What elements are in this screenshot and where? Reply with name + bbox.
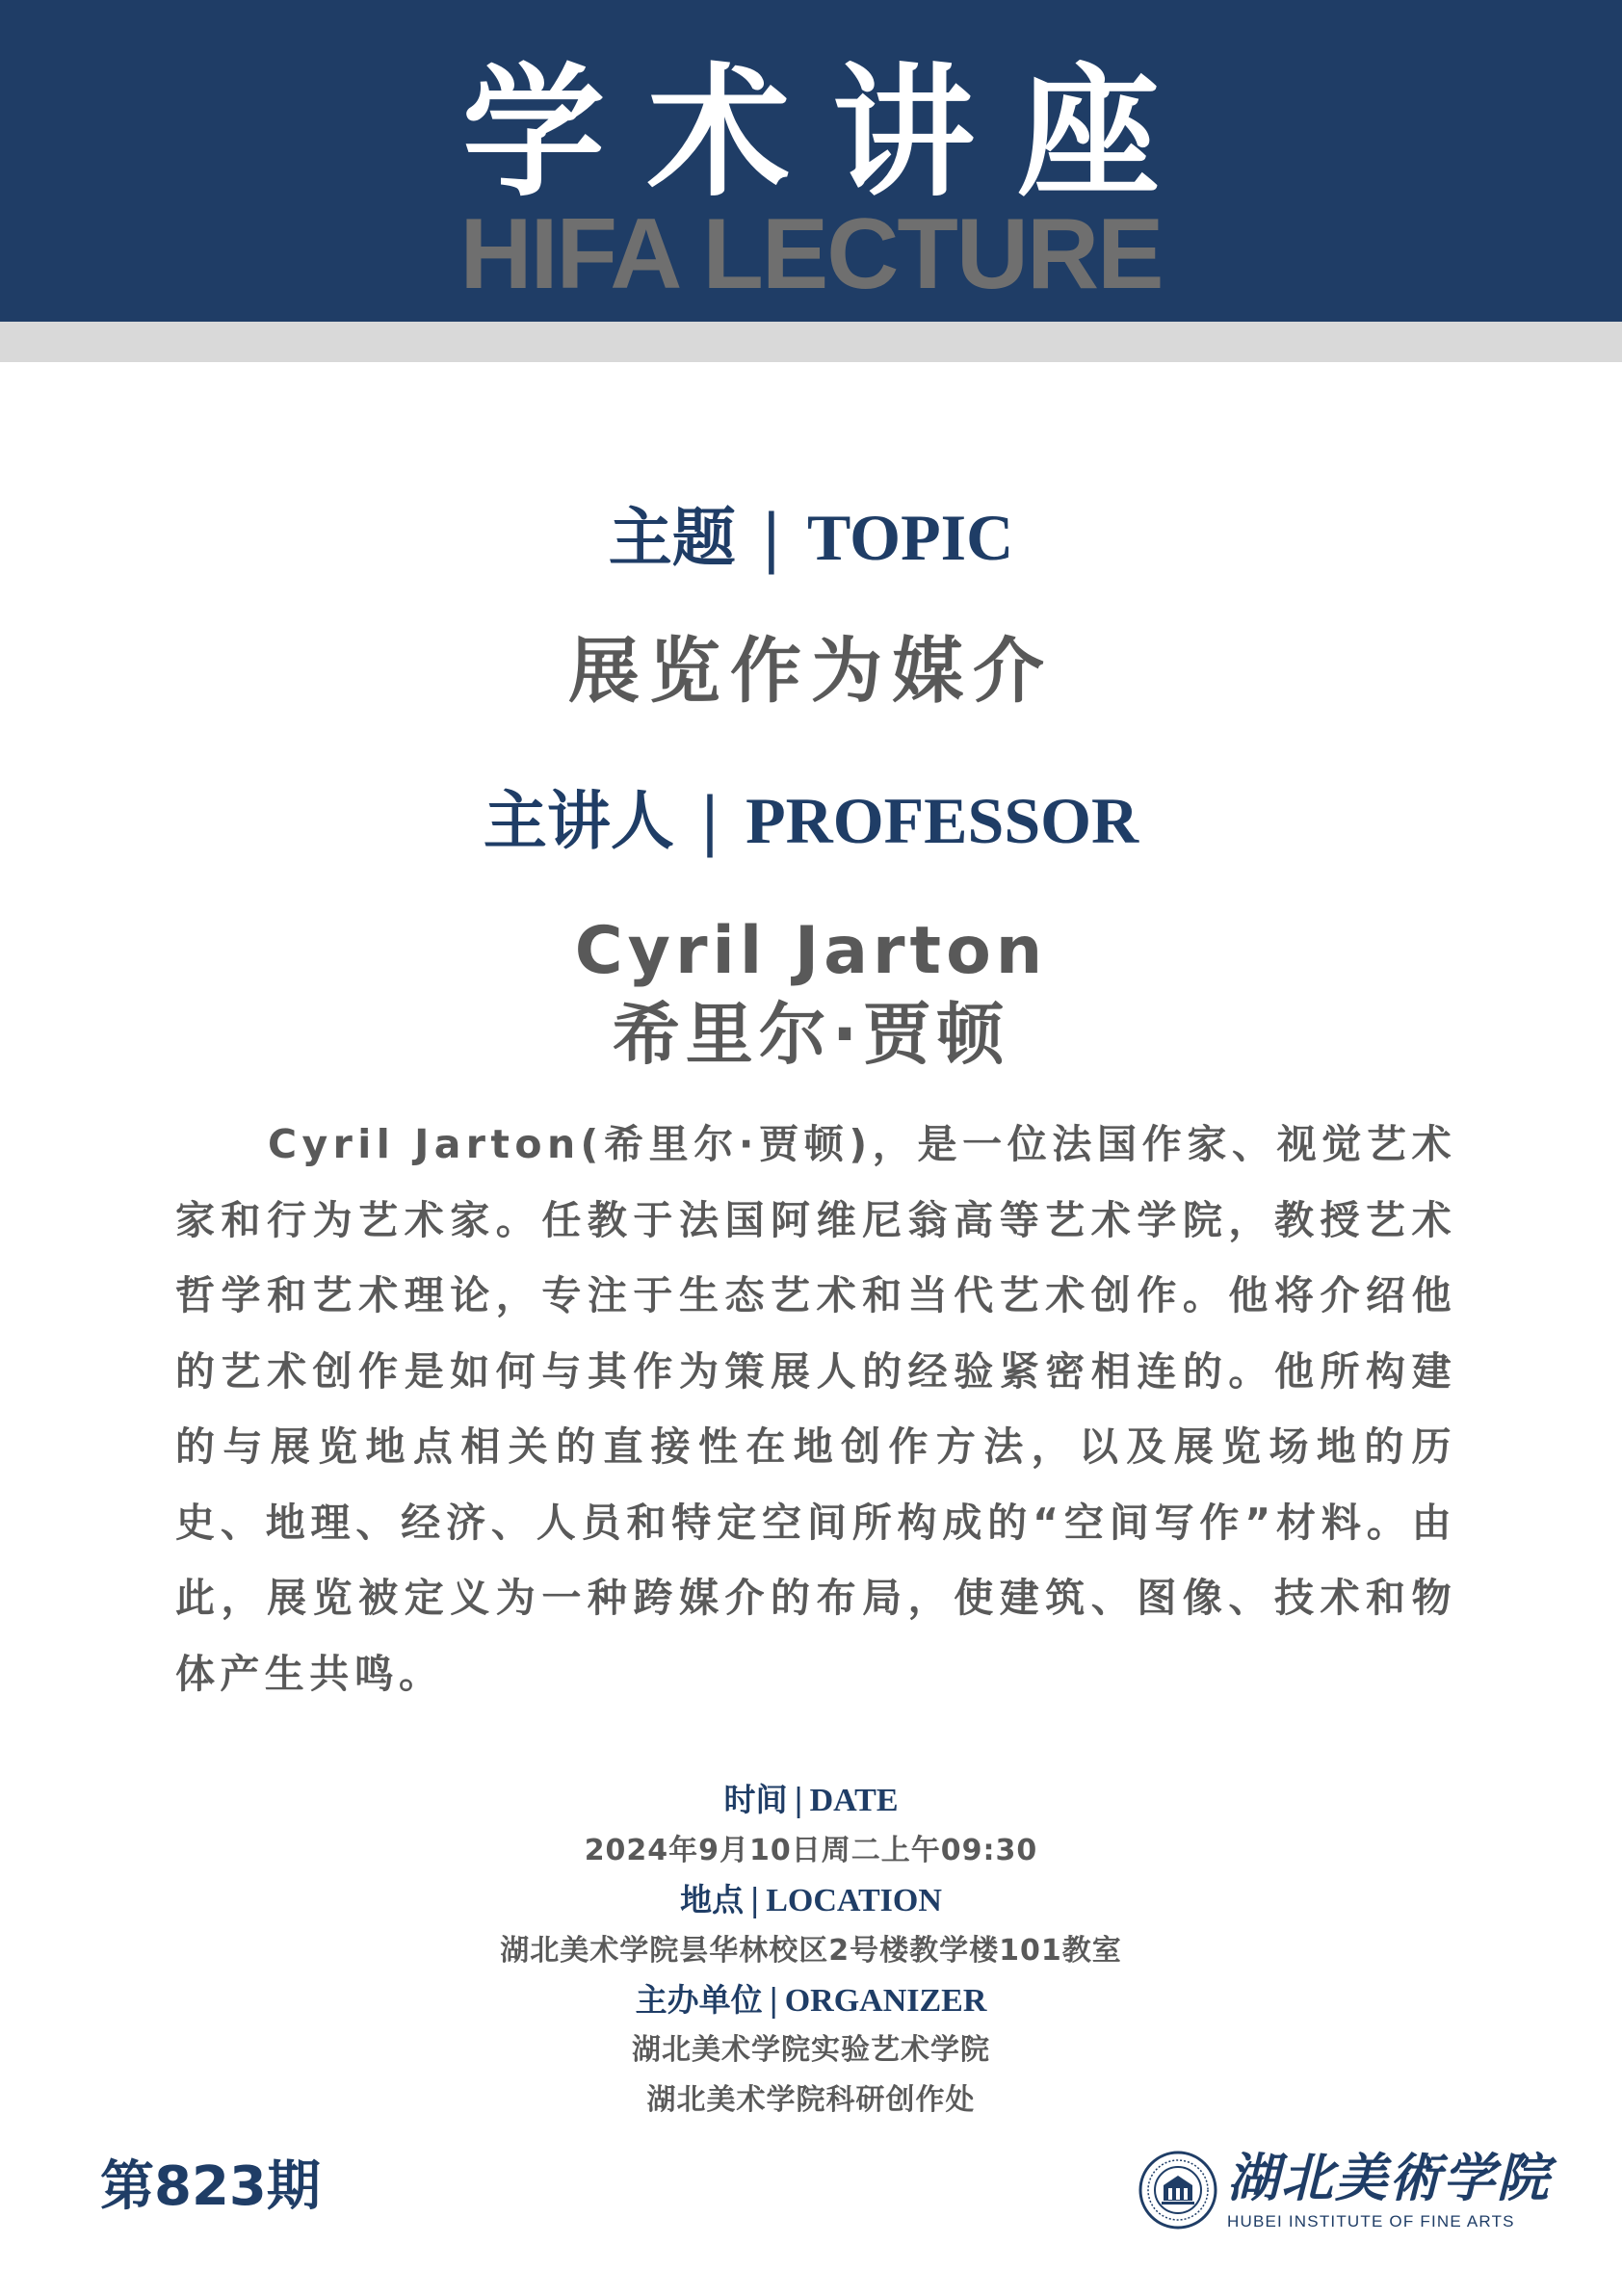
school-seal-icon [1138,2151,1217,2230]
topic-title: 展览作为媒介 [568,630,1054,713]
organizer-value-1: 湖北美术学院实验艺术学院 [632,2033,990,2067]
location-value: 湖北美术学院昙华林校区2号楼教学楼101教室 [500,1934,1122,1968]
date-label [0,1777,1622,1824]
professor-separator: | [698,784,721,858]
organizer-label [0,1977,1622,2024]
location-label [0,1877,1622,1924]
topic-separator: | [760,501,783,575]
location-label-en: LOCATION [766,1883,942,1918]
topic-heading [0,499,1622,577]
institute-logo [1138,2146,1551,2248]
professor-bio: Cyril Jarton(希里尔·贾顿)，是一位法国作家、视觉艺术家和行为艺术家。任教于法国阿维尼翁高等艺术学院，教授艺术哲学和艺术理论，专注于生态艺术和当代艺术创作。他将介绍他的艺术创作是如何与其作为策展人的经验紧密相连的。他所构建的与展览地点相关的直接性在地创作方法，以及展览场地的历史、地理、经济、人员和特定空间所构成的“空间写作”材料。由此，展览被定义为一种跨媒介的布局，使建筑、图像、技术和物体产生共鸣。 [175,1121,1456,1697]
professor-name-en: Cyril Jarton [574,913,1048,989]
date-label-cn: 时间 [723,1781,788,1818]
lecture-title-en: HIFA LECTURE [459,198,1163,310]
professor-label-cn: 主讲人 [483,784,674,858]
topic-label-cn: 主题 [608,501,736,575]
organizer-label-en: ORGANIZER [784,1983,987,2019]
professor-heading [0,782,1622,860]
location-separator: | [749,1881,761,1918]
lecture-title-cn: 学术讲座 [462,50,1202,216]
location-label-cn: 地点 [680,1881,745,1918]
organizer-label-cn: 主办单位 [635,1981,763,2019]
institute-name-cn: 湖北美術学院 [1227,2147,1551,2208]
organizer-value-2: 湖北美术学院科研创作处 [646,2083,976,2117]
header-divider-stripe [0,322,1622,362]
professor-label-en: PROFESSOR [746,784,1139,857]
header-banner [0,0,1622,322]
topic-label-en: TOPIC [807,501,1014,574]
date-label-en: DATE [809,1783,899,1818]
date-value: 2024年9月10日周二上午09:30 [584,1834,1038,1867]
organizer-separator: | [768,1981,779,2019]
professor-name-cn: 希里尔·贾顿 [612,995,1010,1074]
date-separator: | [793,1781,804,1818]
issue-number: 第823期 [100,2155,321,2218]
institute-name-en: HUBEI INSTITUTE OF FINE ARTS [1227,2212,1515,2231]
